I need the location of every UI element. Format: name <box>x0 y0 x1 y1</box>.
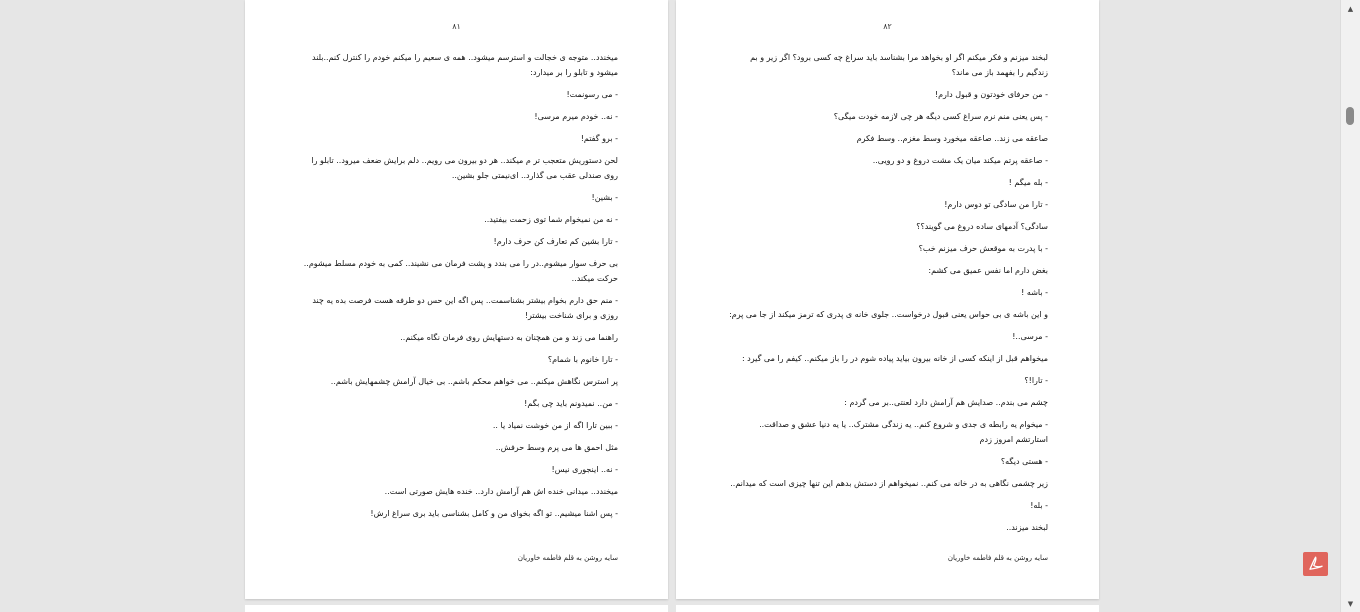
paragraph: - میخوام یه رابطه ی جدی و شروع کنم.. یه زندگی مشترک.. یا یه دنیا عشق و صداقت.. استارتشم امروز زدم <box>759 420 1048 444</box>
paragraph: - هستی دیگه؟ <box>1000 457 1048 466</box>
paragraph: - برو گفتم! <box>580 134 618 143</box>
paragraph: - تارا بشین کم تعارف کن حرف دارم! <box>493 237 618 246</box>
paragraph: - بله! <box>1030 501 1048 510</box>
paragraph: پر استرس نگاهش میکنم.. می خواهم محکم باشم.. بی خیال آرامش چشمهایش باشم.. <box>330 377 618 386</box>
paragraph: - من حرفای خودتون و قبول دارم! <box>934 90 1048 99</box>
next-page-edge <box>245 605 668 612</box>
paragraph: - ببین تارا اگه از من خوشت نمیاد یا .. <box>492 421 618 430</box>
scroll-up-icon: ▲ <box>1347 4 1354 13</box>
paragraph: - پس یعنی منم نرم سراغ کسی دیگه هر چی لازمه خودت میگی؟ <box>833 112 1048 121</box>
paragraph: - نه.. خودم میرم مرسی! <box>534 112 618 121</box>
paragraph: میخندد.. متوجه ی خجالت و استرسم میشود.. همه ی سعیم را میکنم خودم را کنترل کنم..بلند میشود و تابلو را بر میدارد: <box>312 53 618 77</box>
paragraph: لحن دستوریش متعجب تر م میکند.. هر دو بیرون می رویم.. دلم برایش ضعف میرود.. تابلو را روی صندلی عقب می گذارد.. ای‌نیمتی جلو بشین.. <box>311 156 618 180</box>
paragraph: لبخند میزنم و فکر میکنم اگر او بخواهد مرا بشناسد باید سراغ چه کسی برود؟ اگر زیر و بم زندگیم را بفهمد باز می ماند؟ <box>750 53 1048 77</box>
paragraph: میخندد.. میدانی خنده اش هم آرامش دارد.. خنده هایش صورتی است.. <box>384 487 618 496</box>
paragraph: لبخند میزند.. <box>1006 523 1048 532</box>
paragraph: - بله میگم ! <box>1008 178 1048 187</box>
page-footer: سایه روشن به قلم فاطمه خاوریان <box>947 554 1048 562</box>
page-number: ۸۱ <box>452 22 461 31</box>
paragraph: - بشین! <box>591 193 618 202</box>
paragraph: راهنما می زند و من همچنان به دستهایش روی فرمان نگاه میکنم.. <box>400 333 618 342</box>
paragraph: مثل احمق ها می پرم وسط حرفش.. <box>495 443 618 452</box>
page-footer: سایه روشن به قلم فاطمه خاوریان <box>517 554 618 562</box>
paragraph: صاعقه می زند.. صاعقه میخورد وسط مغزم.. وسط فکرم <box>856 134 1048 143</box>
paragraph: - نه.. اینجوری نیس! <box>551 465 618 474</box>
paragraph: چشم می بندم.. صدایش هم آرامش دارد لعنتی..بر می گردم : <box>844 398 1048 407</box>
page-body <box>295 50 618 528</box>
paragraph: و این باشه ی بی حواس یعنی قبول درخواست.. جلوی خانه ی پدری که ترمز میکند از جا می پرم: <box>729 310 1048 319</box>
pdf-badge[interactable] <box>1303 552 1328 576</box>
paragraph: میخواهم قبل از اینکه کسی از خانه بیرون بیاید پیاده شوم در را باز میکنم.. کیفم را می گیرد : <box>741 354 1048 363</box>
paragraph: بی حرف سوار میشوم..در را می بندد و پشت فرمان می نشیند.. کمی به خودم مسلط میشوم.. حرکت میکند.. <box>303 259 618 283</box>
scroll-down-icon: ▼ <box>1347 599 1354 608</box>
scroll-thumb[interactable] <box>1346 107 1354 125</box>
document-page-81 <box>245 0 668 599</box>
paragraph: - مرسی..! <box>1012 332 1048 341</box>
paragraph: - باشه ! <box>1021 288 1048 297</box>
paragraph: - پس اشنا میشیم.. تو اگه بخوای من و کامل بشناسی باید بری سراغ ارش! <box>370 509 618 518</box>
paragraph: - تارا خانوم با شمام؟ <box>547 355 618 364</box>
paragraph: - تارا!؟ <box>1024 376 1048 385</box>
scroll-down-button[interactable] <box>1341 595 1360 612</box>
paragraph: - با پدرت به موقعش حرف میزنم خب؟ <box>918 244 1048 253</box>
paragraph: - منم حق دارم بخوام بیشتر بشناسمت.. پس اگه این حس دو طرفه هست فرصت بده یه چند روزی و برای شناخت بیشتر! <box>312 296 618 320</box>
scroll-up-button[interactable] <box>1341 0 1360 17</box>
document-page-82 <box>676 0 1099 599</box>
paragraph: سادگی؟ آدمهای ساده دروغ می گویند؟؟ <box>916 222 1048 231</box>
paragraph: - صاعقه پرتم میکند میان یک مشت دروغ و دو رویی.. <box>872 156 1048 165</box>
paragraph: - می رسونمت! <box>566 90 618 99</box>
paragraph: - نه من نمیخوام شما توی زحمت بیفتید.. <box>484 215 618 224</box>
paragraph: زیر چشمی نگاهی به در خانه می کنم.. نمیخواهم از دستش بدهم این تنها چیزی است که میدانم.. <box>730 479 1048 488</box>
next-page-edge <box>676 605 1099 612</box>
paragraph: بغض دارم اما نفس عمیق می کشم: <box>928 266 1048 275</box>
pdf-icon <box>1307 555 1325 573</box>
paragraph: - من.. نمیدونم باید چی بگم! <box>524 399 618 408</box>
vertical-scrollbar[interactable] <box>1340 0 1360 612</box>
page-body <box>728 50 1048 542</box>
paragraph: - تارا من سادگی تو دوس دارم! <box>944 200 1048 209</box>
page-number: ۸۲ <box>883 22 892 31</box>
